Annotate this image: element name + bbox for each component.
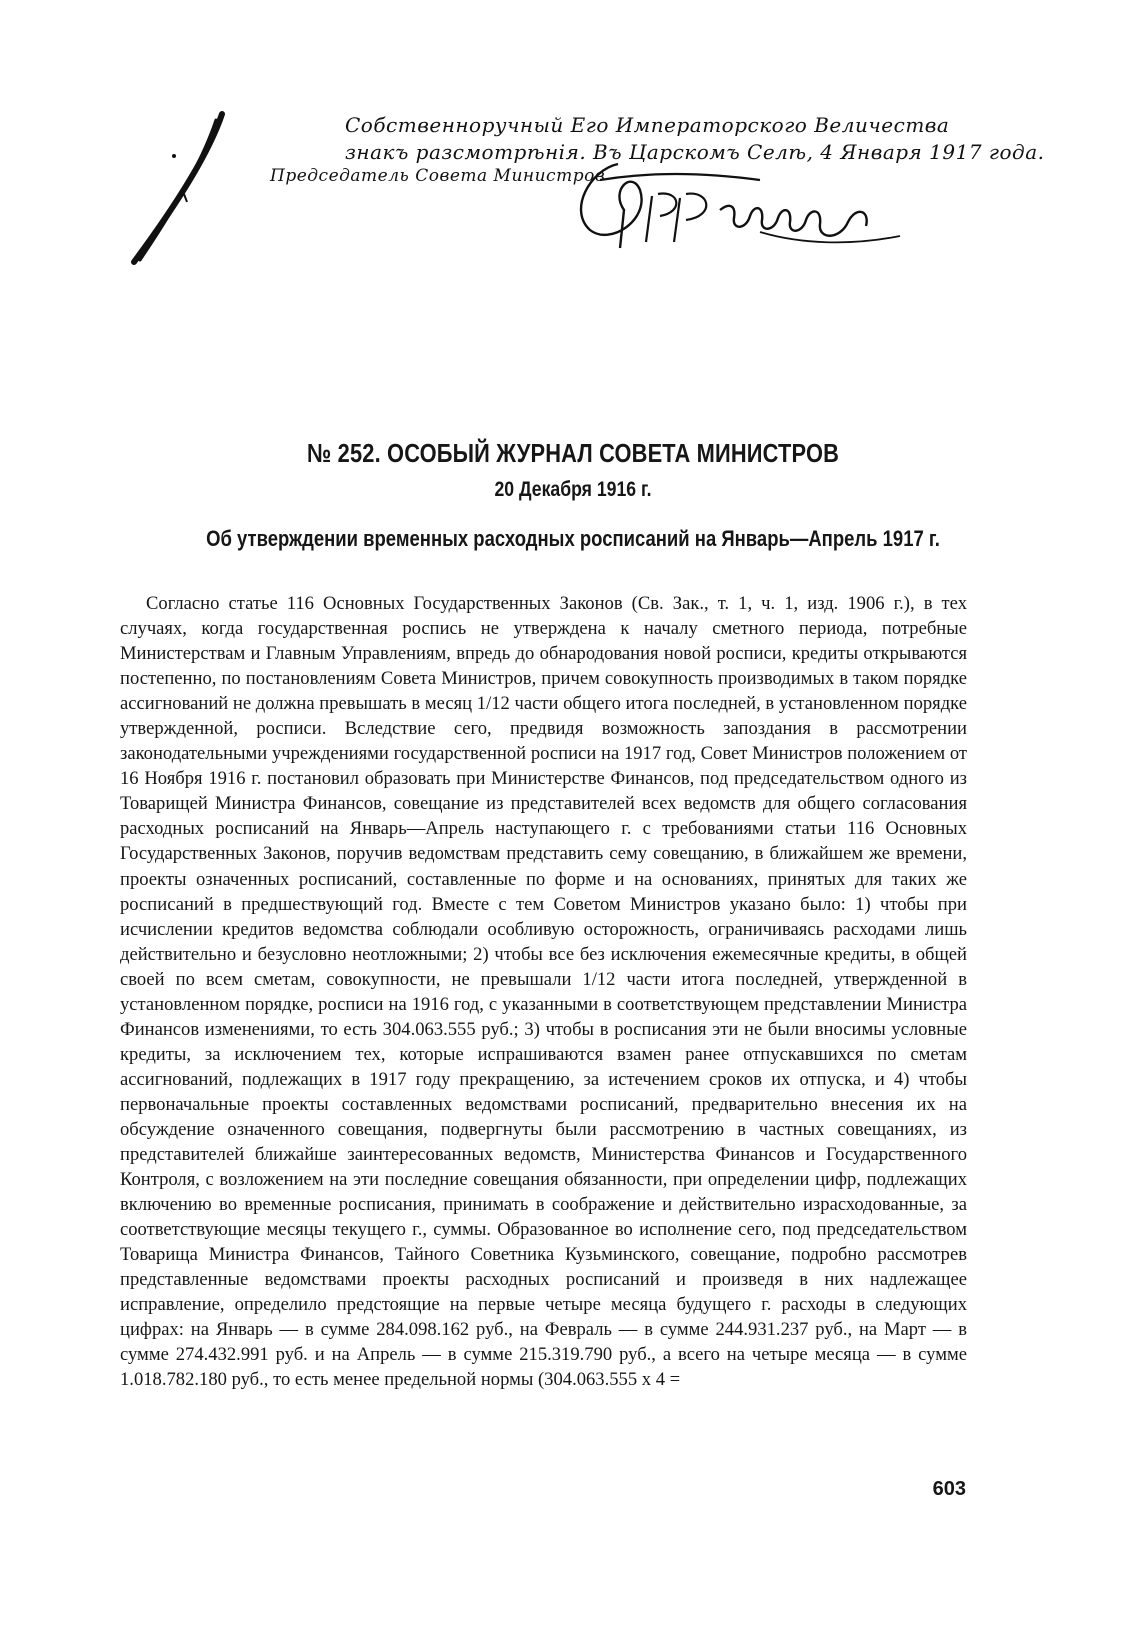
chairman-signature [560,150,920,260]
resolution-line-1: Собственноручный Его Императорского Величества [345,113,950,137]
resolution-line-2: знакъ разсмотрѣнія. Въ Царскомъ Селѣ, 4 Января 1917 года. [345,140,1045,164]
resolution-line-3: Председатель Совета Министров [270,166,606,186]
approval-stroke-mark [120,110,240,270]
document-date: 20 Декабря 1916 г. [494,478,652,501]
imperial-resolution [0,0,1146,300]
document-body-paragraph: Согласно статье 116 Основных Государственных Законов (Св. Зак., т. 1, ч. 1, изд. 1906 г.), в тех случаях, когда государственная роспись не утверждена к началу сметного периода, потребные Министерствам и Главным Управлениям, впредь до обнародования новой росписи, кредиты открываются постепенно, по постановлениям Совета Министров, причем совокупность производимых в таком порядке ассигнований не должна превышать в месяц 1/12 части общего итога последней, в установленном порядке утвержденной, росписи. Вследствие сего, предвидя возможность запоздания в рассмотрении законодательными учреждениями государственной росписи на 1917 год, Совет Министров положением от 16 Ноября 1916 г. постановил образовать при Министерстве Финансов, под председательством одного из Товарищей Министра Финансов, совещание из представителей всех ведомств для общего согласования расходных росписаний на Январь—Апрель наступающего г. с требованиями статьи 116 Основных Государственных Законов, поручив ведомствам представить сему совещанию, в ближайшем же времени, проекты означенных росписаний, составленные по форме и на основаниях, принятых для таких же росписаний в предшествующий год. Вместе с тем Советом Министров указано было: 1) чтобы при исчислении кредитов ведомства соблюдали особливую осторожность, ограничиваясь расходами лишь действительно и безусловно неотложными; 2) чтобы все без исключения ежемесячные кредиты, в общей своей по всем сметам, совокупности, не превышали 1/12 части итога последней, утвержденной в установленном порядке, росписи на 1916 год, с указанными в соответствующем представлении Министра Финансов изменениями, то есть 304.063.555 руб.; 3) чтобы в росписания эти не были вносимы условные кредиты, за исключением тех, которые испрашиваются взамен ранее отпускавшихся по сметам ассигнований, подлежащих в 1917 году прекращению, за истечением сроков их отпуска, и 4) чтобы первоначальные проекты составленных ведомствами росписаний, предварительно внесения их на обсуждение означенного совещания, подвергнуты были рассмотрению в частных совещаниях, из представителей ближайше заинтересованных ведомств, Министерства Финансов и Государственного Контроля, с возложением на эти последние совещания обязанности, при определении цифр, подлежащих включению во временные росписания, принимать в соображение и действительно израсходованные, за соответствующие месяцы текущего г., суммы. Образованное во исполнение сего, под председательством Товарища Министра Финансов, Тайного Советника Кузьминского, совещание, подробно рассмотрев представленные ведомствами проекты расходных росписаний и произведя в них надлежащее исправление, определило предстоящие на первые четыре месяца будущего г. расходы в следующих цифрах: на Январь — в сумме 284.098.162 руб., на Февраль — в сумме 244.931.237 руб., на Март — в сумме 274.432.991 руб. и на Апрель — в сумме 215.319.790 руб., а всего на четыре месяца — в сумме 1.018.782.180 руб., то есть менее предельной нормы (304.063.555 х 4 = [120,593,967,1391]
document-title: № 252. ОСОБЫЙ ЖУРНАЛ СОВЕТА МИНИСТРОВ [306,438,840,468]
page-number: 603 [932,1478,966,1500]
document-subject: Об утверждении временных расходных росписаний на Январь—Апрель 1917 г. [206,526,940,551]
